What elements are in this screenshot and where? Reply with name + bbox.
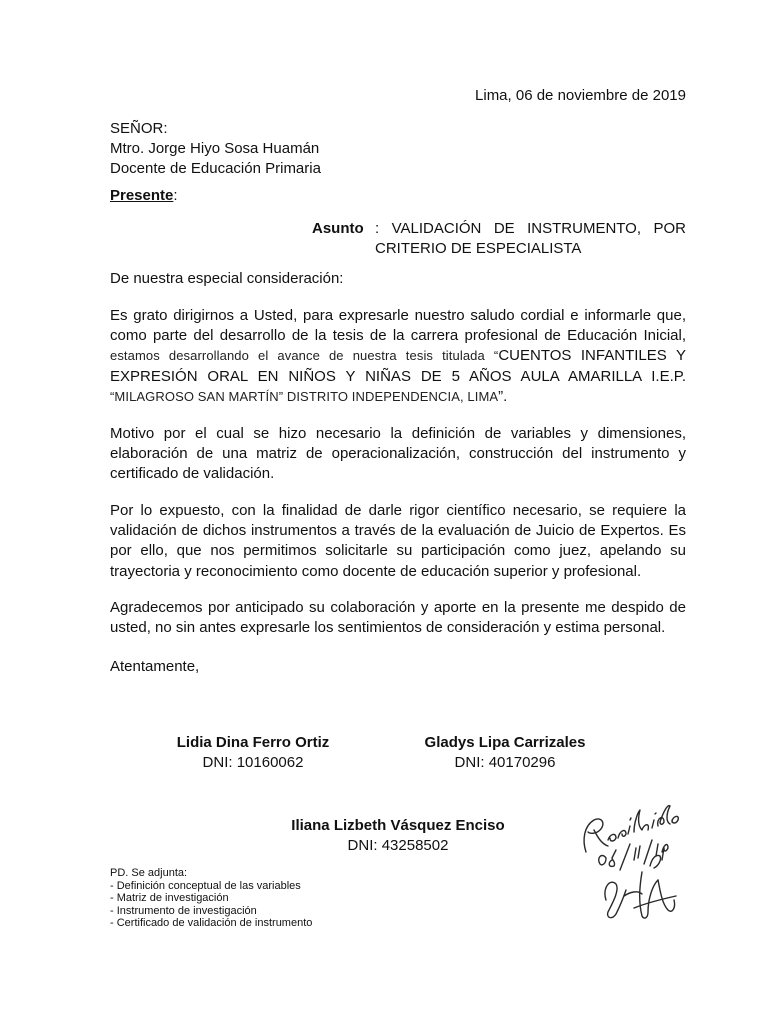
asunto-label: Asunto (312, 220, 364, 237)
postscript-item: - Definición conceptual de las variables (110, 879, 301, 892)
presente-label: Presente (110, 187, 174, 204)
signatory-block (402, 733, 608, 773)
postscript-heading: PD. Se adjunta: (110, 867, 188, 879)
recipient-salutation: SEÑOR: (110, 120, 168, 137)
presente-line (110, 186, 178, 206)
handwritten-received-signature (572, 800, 690, 925)
signatory-dni: DNI: 40170296 (454, 754, 556, 771)
thesis-title-part-1: CUENTOS INFANTILES Y EXPRESIÓN ORAL EN NIÑOS Y NIÑAS DE 5 AÑOS AULA AMARILLA I.E.P. (110, 347, 686, 385)
consideration-line: De nuestra especial consideración: (110, 270, 344, 287)
paragraph-motive: Motivo por el cual se hizo necesario la definición de variables y dimensiones, elaboración de una matriz de operacionalización, construcción del instrumento y certificado de validación. (110, 425, 686, 483)
presente-colon: : (173, 187, 178, 204)
paragraph-request: Por lo expuesto, con la finalidad de darle rigor científico necesario, se requiere la validación de dichos instrumentos a través de la evaluación de Juicio de Expertos. Es por ello, que nos permitimos solicitarle su participación como juez, apelando su trayectoria y reconocimiento como docente de educación superior y profesional. (110, 502, 686, 580)
postscript-item: - Certificado de validación de instrumento (110, 917, 313, 929)
recipient-name: Mtro. Jorge Hiyo Sosa Huamán (110, 140, 320, 157)
signatory-dni: DNI: 43258502 (347, 837, 449, 854)
paragraph-intro-end: ”. (498, 387, 508, 405)
closing-line: Atentamente, (110, 658, 200, 675)
signatory-block (270, 816, 526, 856)
signatory-name: Gladys Lipa Carrizales (424, 734, 586, 751)
paragraph-intro-part-b: estamos desarrollando el avance de nuestra tesis titulada “ (110, 348, 499, 364)
postscript (110, 867, 312, 930)
paragraph-intro (110, 306, 686, 407)
signatory-block (160, 733, 346, 773)
postscript-item: - Instrumento de investigación (110, 904, 257, 917)
paragraph-intro-part-a: Es grato dirigirnos a Usted, para expresarle nuestro saludo cordial e informarle que, como parte del desarrollo de la tesis de la carrera profesional de Educación Inicial, (110, 307, 686, 345)
thesis-title-part-2: “MILAGROSO SAN MARTÍN” DISTRITO INDEPENDENCIA, LIMA (110, 388, 499, 404)
signatory-name: Iliana Lizbeth Vásquez Enciso (291, 817, 505, 834)
recipient-title: Docente de Educación Primaria (110, 160, 321, 177)
letter-date: Lima, 06 de noviembre de 2019 (475, 87, 686, 104)
signatory-dni: DNI: 10160062 (202, 754, 304, 771)
postscript-item: - Matriz de investigación (110, 892, 229, 904)
asunto-text: : VALIDACIÓN DE INSTRUMENTO, POR CRITERIO DE ESPECIALISTA (375, 220, 686, 257)
signatory-name: Lidia Dina Ferro Ortiz (176, 734, 330, 751)
recipient-block (110, 119, 321, 179)
paragraph-thanks: Agradecemos por anticipado su colaboración y aporte en la presente me despido de usted, no sin antes expresarle los sentimientos de consideración y estima personal. (110, 599, 686, 637)
